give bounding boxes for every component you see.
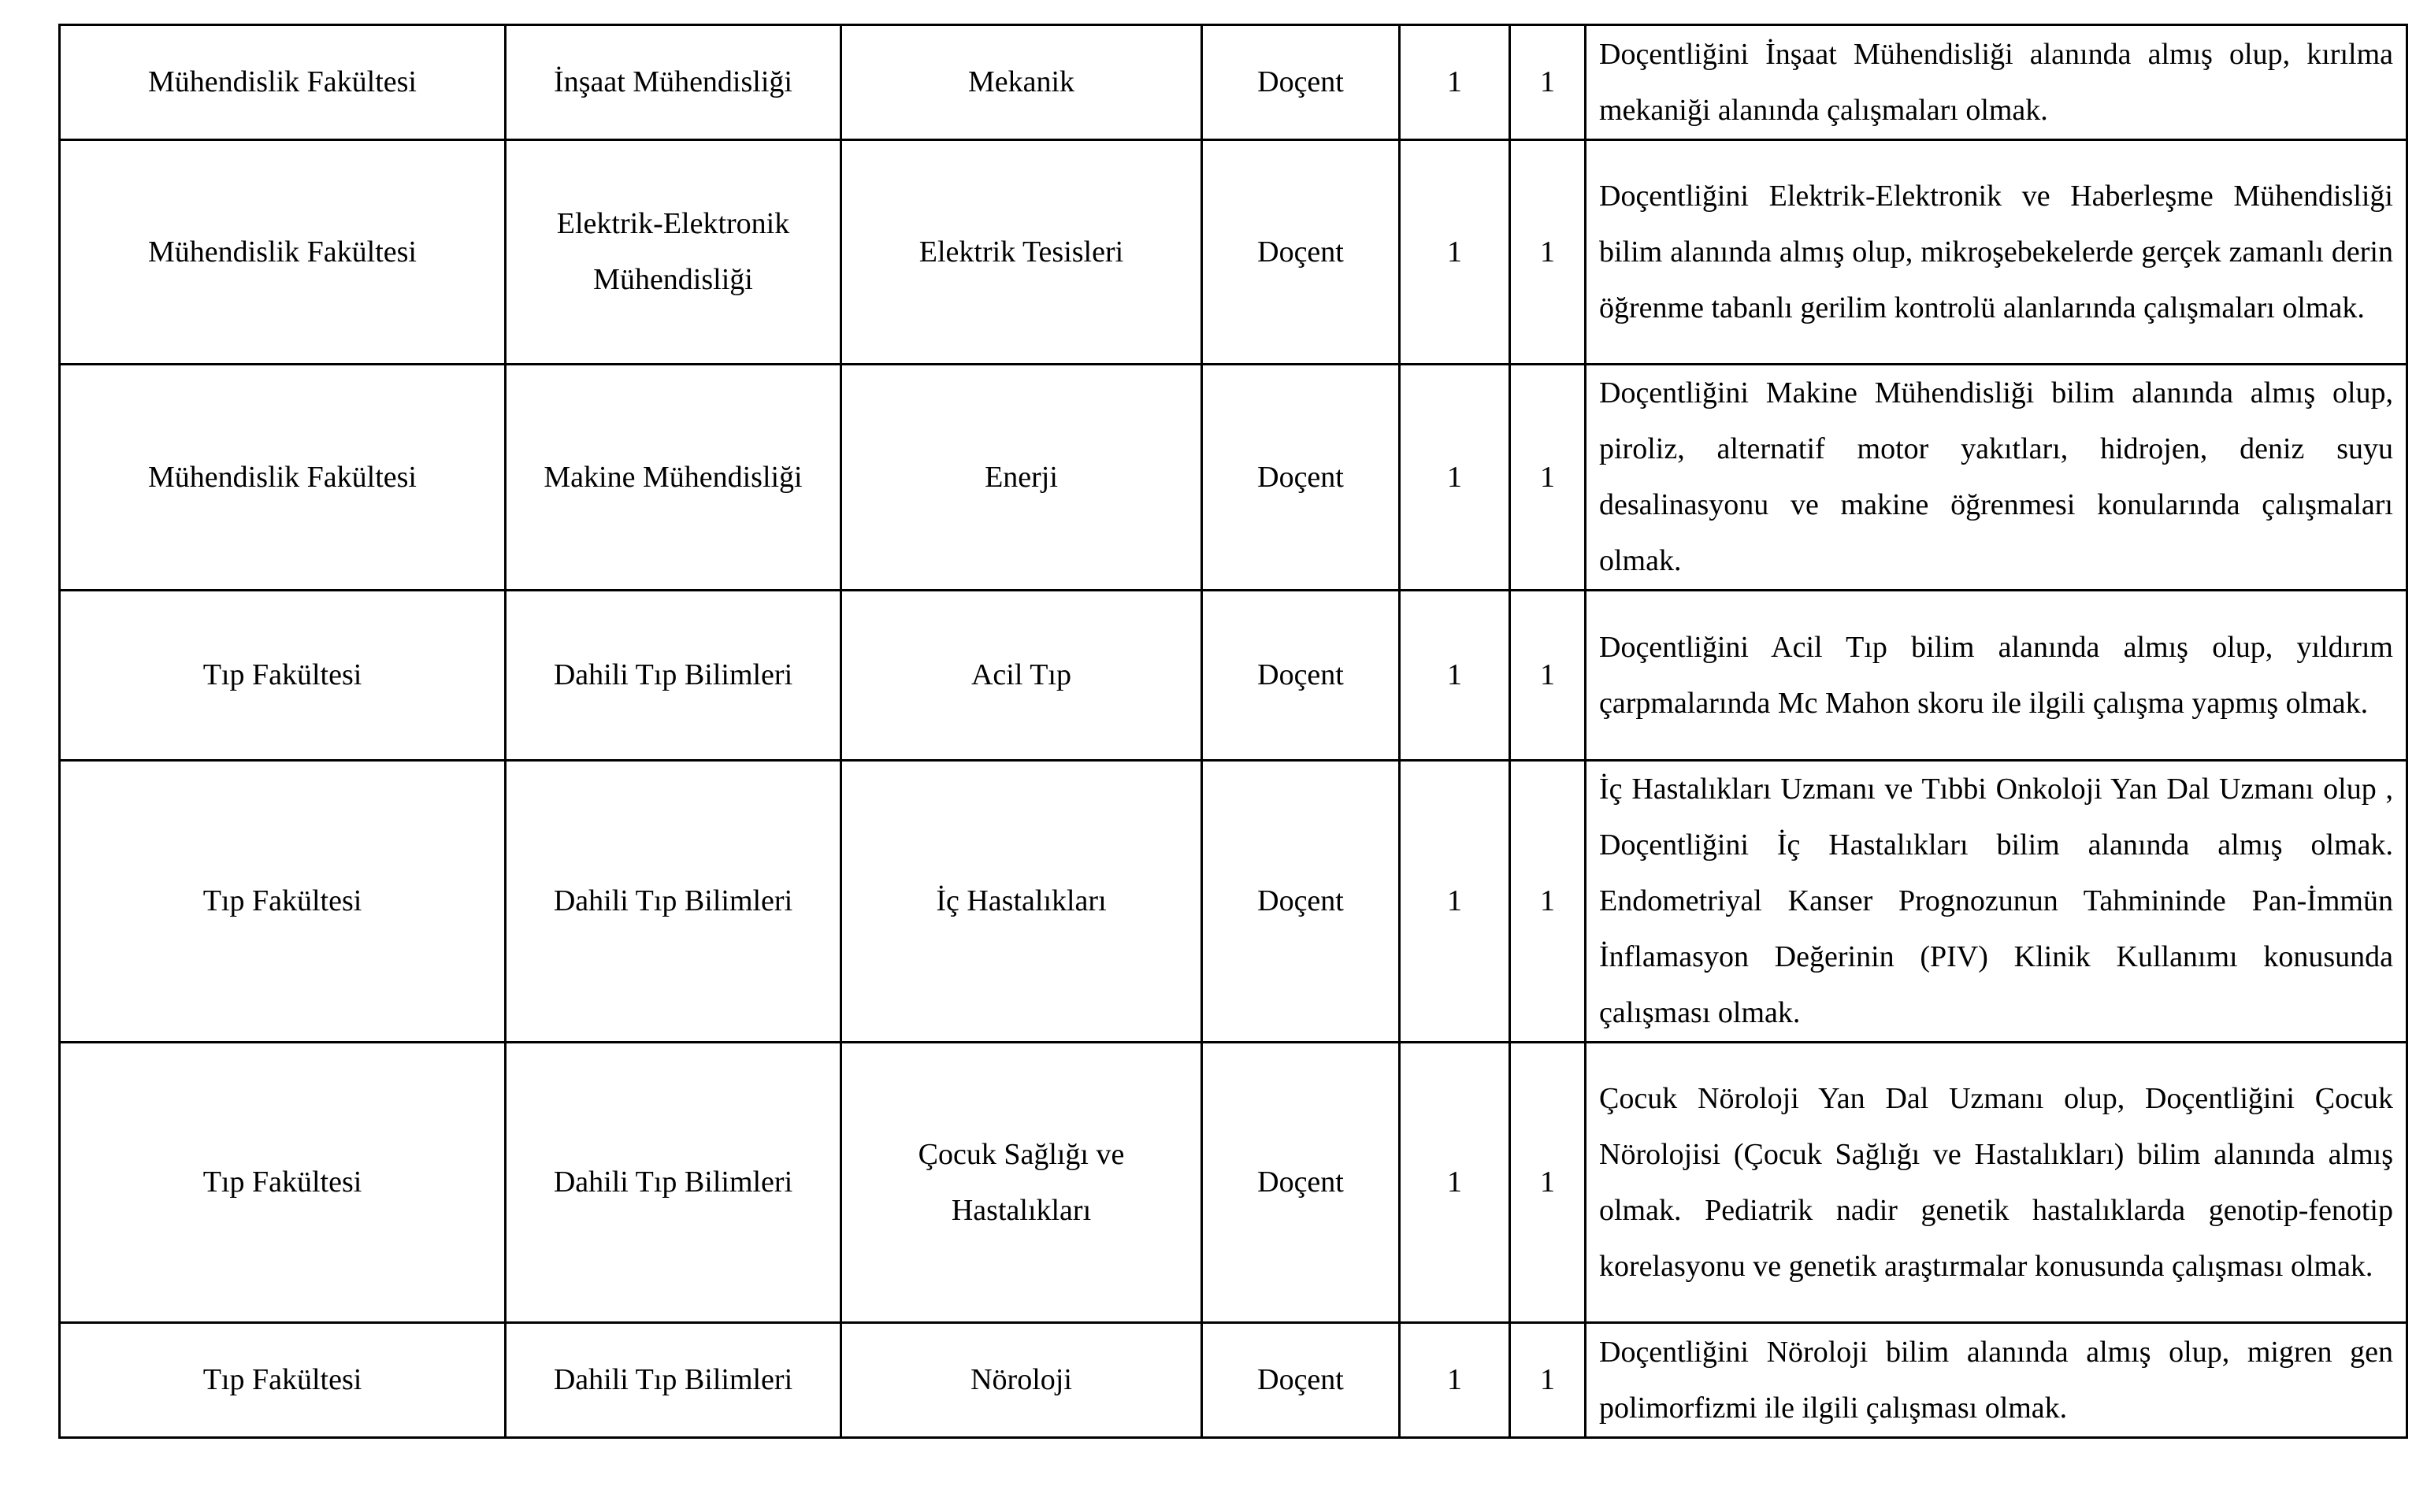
title-cell: Doçent [1202, 140, 1400, 365]
count-b-cell: 1 [1510, 1043, 1586, 1323]
department-cell: Makine Mühendisliği [506, 365, 841, 591]
description-cell: İç Hastalıkları Uzmanı ve Tıbbi Onkoloji Yan Dal Uzmanı olup , Doçentliğini İç Hastalıkları bilim alanında almış olmak. Endometriyal Kanser Prognozunun Tahmininde Pan-İmmün İnflamasyon Değerinin (PIV) Klinik Kullanımı konusunda çalışması olmak. [1586, 761, 2407, 1043]
count-b-cell: 1 [1510, 591, 1586, 761]
title-cell: Doçent [1202, 1323, 1400, 1438]
faculty-cell: Tıp Fakültesi [60, 1323, 506, 1438]
department-cell: Dahili Tıp Bilimleri [506, 761, 841, 1043]
field-cell: Çocuk Sağlığı ve Hastalıkları [841, 1043, 1202, 1323]
faculty-cell: Tıp Fakültesi [60, 1043, 506, 1323]
title-cell: Doçent [1202, 1043, 1400, 1323]
count-a-cell: 1 [1400, 591, 1510, 761]
faculty-cell: Mühendislik Fakültesi [60, 140, 506, 365]
count-a-cell: 1 [1400, 1043, 1510, 1323]
department-cell: Dahili Tıp Bilimleri [506, 591, 841, 761]
count-b-cell: 1 [1510, 365, 1586, 591]
field-cell: Nöroloji [841, 1323, 1202, 1438]
department-cell: Dahili Tıp Bilimleri [506, 1043, 841, 1323]
field-cell: Elektrik Tesisleri [841, 140, 1202, 365]
positions-table [58, 24, 2408, 1439]
department-cell: İnşaat Mühendisliği [506, 25, 841, 140]
department-cell: Elektrik-Elektronik Mühendisliği [506, 140, 841, 365]
description-cell: Doçentliğini Acil Tıp bilim alanında almış olup, yıldırım çarpmalarında Mc Mahon skoru ile ilgili çalışma yapmış olmak. [1586, 591, 2407, 761]
table-row [60, 140, 2407, 365]
field-cell: Enerji [841, 365, 1202, 591]
table-row [60, 761, 2407, 1043]
count-b-cell: 1 [1510, 1323, 1586, 1438]
faculty-cell: Mühendislik Fakültesi [60, 365, 506, 591]
count-a-cell: 1 [1400, 1323, 1510, 1438]
count-a-cell: 1 [1400, 140, 1510, 365]
field-cell: Acil Tıp [841, 591, 1202, 761]
count-a-cell: 1 [1400, 365, 1510, 591]
count-a-cell: 1 [1400, 25, 1510, 140]
title-cell: Doçent [1202, 591, 1400, 761]
count-b-cell: 1 [1510, 140, 1586, 365]
title-cell: Doçent [1202, 25, 1400, 140]
title-cell: Doçent [1202, 365, 1400, 591]
field-cell: Mekanik [841, 25, 1202, 140]
field-cell: İç Hastalıkları [841, 761, 1202, 1043]
table-row [60, 1323, 2407, 1438]
department-cell: Dahili Tıp Bilimleri [506, 1323, 841, 1438]
table-row [60, 591, 2407, 761]
description-cell: Doçentliğini Nöroloji bilim alanında almış olup, migren gen polimorfizmi ile ilgili çalışması olmak. [1586, 1323, 2407, 1438]
table-row [60, 25, 2407, 140]
count-b-cell: 1 [1510, 25, 1586, 140]
description-cell: Doçentliğini Makine Mühendisliği bilim alanında almış olup, piroliz, alternatif motor yakıtları, hidrojen, deniz suyu desalinasyonu ve makine öğrenmesi konularında çalışmaları olmak. [1586, 365, 2407, 591]
description-cell: Doçentliğini Elektrik-Elektronik ve Haberleşme Mühendisliği bilim alanında almış olup, mikroşebekelerde gerçek zamanlı derin öğrenme tabanlı gerilim kontrolü alanlarında çalışmaları olmak. [1586, 140, 2407, 365]
description-cell: Doçentliğini İnşaat Mühendisliği alanında almış olup, kırılma mekaniği alanında çalışmaları olmak. [1586, 25, 2407, 140]
faculty-cell: Tıp Fakültesi [60, 591, 506, 761]
description-cell: Çocuk Nöroloji Yan Dal Uzmanı olup, Doçentliğini Çocuk Nörolojisi (Çocuk Sağlığı ve Hastalıkları) bilim alanında almış olmak. Pediatrik nadir genetik hastalıklarda genotip-fenotip korelasyonu ve genetik araştırmalar konusunda çalışması olmak. [1586, 1043, 2407, 1323]
title-cell: Doçent [1202, 761, 1400, 1043]
faculty-cell: Tıp Fakültesi [60, 761, 506, 1043]
count-a-cell: 1 [1400, 761, 1510, 1043]
count-b-cell: 1 [1510, 761, 1586, 1043]
table-row [60, 365, 2407, 591]
table-row [60, 1043, 2407, 1323]
faculty-cell: Mühendislik Fakültesi [60, 25, 506, 140]
